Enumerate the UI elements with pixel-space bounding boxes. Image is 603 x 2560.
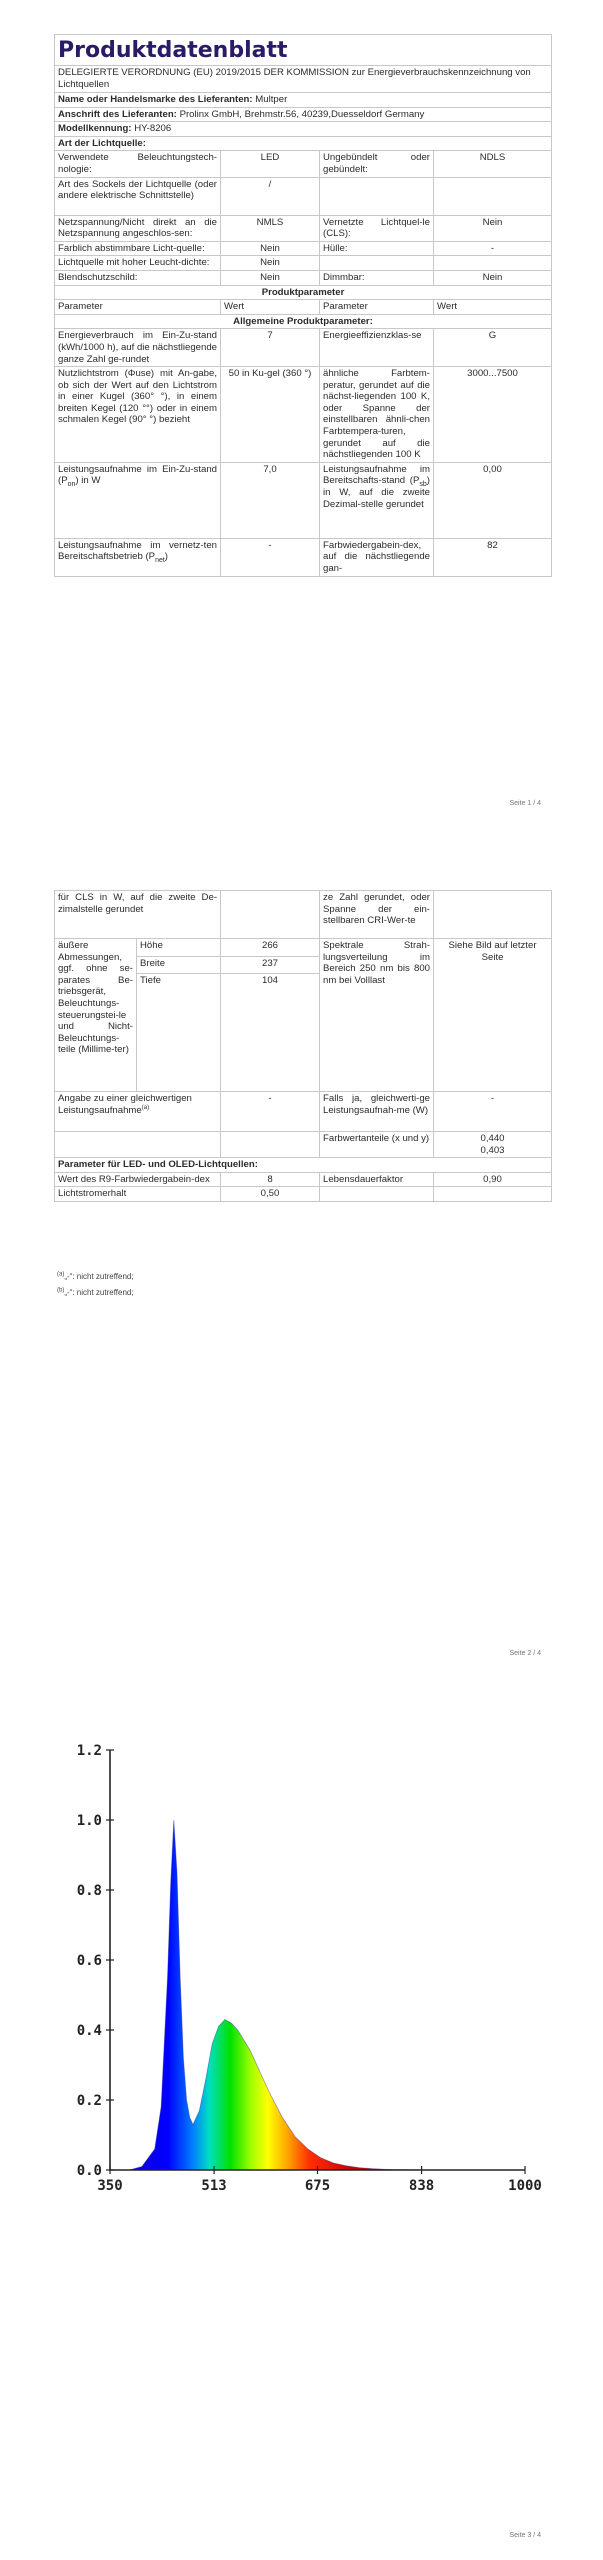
spectrum-area [110, 1820, 525, 2170]
page-number: Seite 2 / 4 [509, 1650, 541, 1657]
product-params-heading: Produktparameter [55, 285, 552, 300]
footnote-a: $^{(a)}$„-“: nicht zutreffend; [57, 1271, 134, 1281]
datasheet-table-2 [54, 890, 551, 1202]
table-row: Lichtstromerhalt 0,50 [55, 1187, 552, 1202]
table-row: Wert des R9-Farbwiedergabein-dex 8 Lebensdauerfaktor 0,90 [55, 1172, 552, 1187]
table-row: Nutzlichtstrom (Φuse) mit An-gabe, ob sich der Wert auf den Lichtstrom in einer Kugel (360° °), in einem breiten Kegel (120 °°) oder in einem schmalen Kegel (90° °) bezieht 50 in Ku-gel (360 °) ähnliche Farbtem-peratur, gerundet auf die nächst-liegenden 100 K, oder Spanne der einstellbaren ähnli-chen Farbtempera-turen, gerundet auf die nächstliegenden 100 K 3000...7500 [55, 367, 552, 463]
table-row: für CLS in W, auf die zweite De-zimalstelle gerundet ze Zahl gerundet, oder Spanne der ein-stellbaren CRI-Wer-te [55, 891, 552, 939]
table-row: Energieverbrauch im Ein-Zu-stand (kWh/1000 h), auf die nächstliegende ganze Zahl ge-rundet 7 Energieeffizienzklas-se G [55, 329, 552, 367]
x-tick-label: 838 [408, 2178, 435, 2194]
column-header-row: Parameter Wert Parameter Wert [55, 300, 552, 315]
table-row: Tiefe 104 [55, 974, 552, 1092]
datasheet-table-1 [54, 34, 551, 577]
x-tick-label: 1000 [508, 2178, 542, 2194]
table-row: Breite 237 [55, 956, 552, 974]
y-tick-label: 1.0 [76, 1813, 102, 1829]
table-row: Farbwertanteile (x und y) 0,440 0,403 [55, 1132, 552, 1158]
page-number: Seite 3 / 4 [509, 2532, 541, 2539]
light-source-type-heading: Art der Lichtquelle: [55, 136, 552, 151]
y-tick-label: 0.2 [76, 2093, 102, 2109]
table-row: Blendschutzschild: Nein Dimmbar: Nein [55, 270, 552, 285]
page-1 [0, 0, 603, 830]
table-row: Farblich abstimmbare Licht-quelle: Nein Hülle: - [55, 241, 552, 256]
led-params-heading: Parameter für LED- und OLED-Lichtquellen: [55, 1158, 552, 1173]
supplier-name: Multper [255, 94, 288, 105]
y-tick-label: 0.4 [76, 2023, 102, 2039]
x-tick-label: 513 [201, 2178, 227, 2194]
spectral-distribution-chart [76, 1730, 542, 2250]
table-row: äußere Abmessungen, ggf. ohne se-parates Be-triebsgerät, Beleuchtungs-steuerungstei-le und Nicht-Beleuchtungs-teile (Millime-ter) Höhe 266 Spektrale Strah-lungsverteilung im Bereich 250 nm bis 800 nm bei Volllast Siehe Bild auf letzter Seite [55, 939, 552, 957]
page-number: Seite 1 / 4 [509, 800, 541, 807]
model-id: HY-8206 [134, 123, 172, 135]
table-row: Leistungsaufnahme im Ein-Zu-stand $(P_{on})$ in W 7,0 Leistungsaufnahme im Bereitschafts-stand $(P_{sb})$ in W, auf die zweite Dezimal-stelle gerundet 0,00 [55, 462, 552, 538]
general-params-heading: Allgemeine Produktparameter: [55, 314, 552, 329]
page-title: Produktdatenblatt [55, 35, 552, 66]
page-3 [0, 1690, 603, 2560]
table-row: Netzspannung/Nicht direkt an die Netzspannung angeschlos-sen: NMLS Vernetzte Lichtquel-le (CLS): Nein [55, 215, 552, 241]
y-tick-label: 0.6 [76, 1953, 102, 1969]
table-row: Angabe zu einer gleichwertigen Leistungsaufnahme$^{(a)}$ - Falls ja, gleichwerti-ge Leistungsaufnah-me (W) - [55, 1092, 552, 1132]
y-tick-label: 0.0 [76, 2163, 102, 2179]
dimensions-label: äußere Abmessungen, ggf. ohne se-parates Be-triebsgerät, Beleuchtungs-steuerungstei-le und Nicht-Beleuchtungs-teile (Millime-ter) [55, 939, 137, 1092]
page-2 [0, 880, 603, 1670]
supplier-name-row: Name oder Handelsmarke des Lieferanten: Multper [55, 93, 552, 108]
table-row: Verwendete Beleuchtungstech-nologie: LED Ungebündelt oder gebündelt: NDLS [55, 151, 552, 177]
table-row: Art des Sockels der Lichtquelle (oder andere elektrische Schnittstelle) / [55, 177, 552, 215]
y-tick-label: 0.8 [76, 1883, 102, 1899]
supplier-address-row: Anschrift des Lieferanten: Prolinx GmbH, Brehmstr.56, 40239,Duesseldorf Germany [55, 107, 552, 122]
x-tick-label: 350 [97, 2178, 123, 2194]
regulation-text: DELEGIERTE VERORDNUNG (EU) 2019/2015 DER KOMMISSION zur Energieverbrauchskennzeichnung von Lichtquellen [55, 66, 552, 93]
table-row: Leistungsaufnahme im vernetz-ten Bereitschaftsbetrieb $(P_{net})$ - Farbwiedergabein-dex, auf die nächstliegende gan- 82 [55, 538, 552, 576]
table-row: Lichtquelle mit hoher Leucht-dichte: Nein [55, 256, 552, 271]
model-row: Modellkennung: HY-8206 [55, 122, 552, 137]
x-tick-label: 675 [304, 2178, 331, 2194]
y-tick-label: 1.2 [76, 1743, 102, 1759]
supplier-address: Prolinx GmbH, Brehmstr.56, 40239,Duesseldorf Germany [179, 108, 425, 120]
footnote-b: $^{(b)}$„-“: nicht zutreffend; [57, 1287, 134, 1297]
